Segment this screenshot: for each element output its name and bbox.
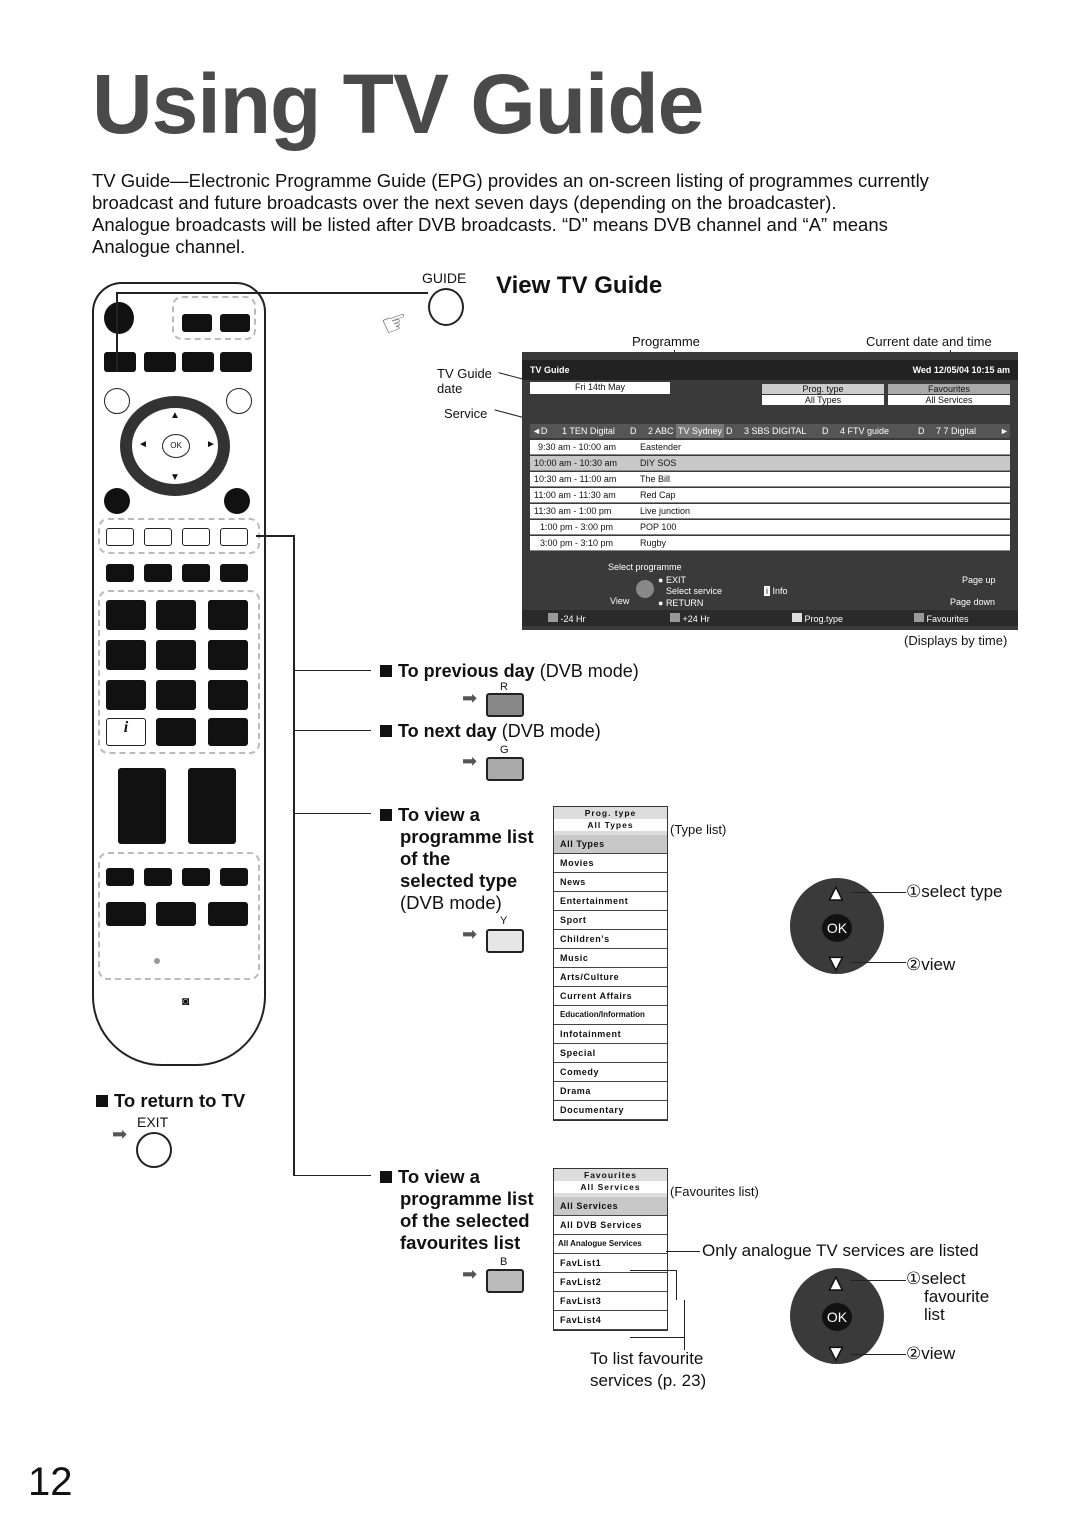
hand-pointer-icon: ☞ bbox=[377, 303, 414, 344]
dpad-down-icon[interactable]: ▼ bbox=[170, 472, 180, 483]
up-arrow-icon[interactable]: ▲ bbox=[825, 1270, 847, 1295]
programme-label: Programme bbox=[632, 334, 700, 349]
type-item[interactable]: Sport bbox=[554, 911, 667, 930]
fav-item[interactable]: FavList1 bbox=[554, 1254, 667, 1273]
type-item[interactable]: All Types bbox=[554, 835, 667, 854]
fav-item[interactable]: All Analogue Services bbox=[554, 1235, 667, 1254]
epg-date: Fri 14th May bbox=[530, 382, 670, 394]
type-list: Prog. type All Types All Types Movies News Entertainment Sport Children’s Music Arts/Culture Current Affairs Education/Information Infotainment Special Comedy Drama Documentary bbox=[553, 806, 668, 1121]
arrow-icon: ➡ bbox=[462, 688, 478, 708]
arrow-icon: ➡ bbox=[112, 1124, 128, 1144]
green-button[interactable] bbox=[144, 528, 172, 546]
type-item[interactable]: Music bbox=[554, 949, 667, 968]
yellow-button[interactable] bbox=[182, 528, 210, 546]
type-item[interactable]: Comedy bbox=[554, 1063, 667, 1082]
type-item[interactable]: News bbox=[554, 873, 667, 892]
view-tv-guide-heading: View TV Guide bbox=[496, 272, 663, 299]
exit-button[interactable] bbox=[136, 1132, 172, 1168]
arrow-icon: ➡ bbox=[462, 924, 478, 944]
epg-row[interactable]: 11:00 am - 11:30 am Red Cap bbox=[530, 488, 1010, 503]
epg-row[interactable]: 9:30 am - 10:00 am Eastender bbox=[530, 440, 1010, 455]
epg-row[interactable]: 11:30 am - 1:00 pm Live junction bbox=[530, 504, 1010, 519]
dpad-right-icon[interactable]: ► bbox=[206, 439, 216, 450]
info-hint: i Info bbox=[766, 586, 788, 596]
power-button[interactable] bbox=[104, 302, 134, 334]
green-key-button[interactable] bbox=[486, 757, 524, 781]
guide-label: GUIDE bbox=[422, 270, 467, 286]
dpad-up-icon[interactable]: ▲ bbox=[170, 410, 180, 421]
epg-row[interactable]: 3:00 pm - 3:10 pm Rugby bbox=[530, 536, 1010, 551]
select-type-label: ①select type bbox=[906, 882, 1003, 901]
fav-item[interactable]: FavList3 bbox=[554, 1292, 667, 1311]
view-fav-heading: To view a programme list of the selected favourites list bbox=[380, 1166, 534, 1254]
plus24-hint: +24 Hr bbox=[670, 613, 710, 624]
remote-control bbox=[92, 282, 266, 1066]
info-button[interactable]: i bbox=[106, 718, 146, 746]
type-list-caption: (Type list) bbox=[670, 822, 727, 837]
favourites-hint: Favourites bbox=[914, 613, 969, 624]
red-key-button[interactable] bbox=[486, 693, 524, 717]
type-item[interactable]: Entertainment bbox=[554, 892, 667, 911]
nav-circle-icon bbox=[636, 580, 654, 598]
view-label-1: ②view bbox=[906, 955, 956, 974]
epg-progtype[interactable]: All Types bbox=[762, 395, 884, 405]
epg-favourites[interactable]: All Services bbox=[888, 395, 1010, 405]
epg-row[interactable]: 10:30 am - 11:00 am The Bill bbox=[530, 472, 1010, 487]
epg-channel-row[interactable]: ◄D 1 TEN Digital D 2 ABC TV Sydney D 3 SBS DIGITAL D 4 FTV guide D 7 7 Digital ► bbox=[532, 426, 1009, 436]
type-item[interactable]: Arts/Culture bbox=[554, 968, 667, 987]
view-label-2: ②view bbox=[906, 1344, 956, 1363]
type-item[interactable]: Children’s bbox=[554, 930, 667, 949]
return-tv-heading: To return to TV bbox=[96, 1090, 245, 1112]
page-title: Using TV Guide bbox=[92, 57, 704, 151]
fav-list-caption: (Favourites list) bbox=[670, 1184, 759, 1199]
prev-day-heading: To previous day (DVB mode) bbox=[380, 660, 639, 682]
select-fav-label: ①select favourite list bbox=[906, 1269, 990, 1324]
favourites-list: Favourites All Services All Services All DVB Services All Analogue Services FavList1 FavList2 FavList3 FavList4 bbox=[553, 1168, 668, 1331]
red-button[interactable] bbox=[106, 528, 134, 546]
analogue-note: Only analogue TV services are listed bbox=[702, 1241, 979, 1260]
epg-screen: TV Guide Wed 12/05/04 10:15 am Fri 14th May Prog. type All Types Favourites All Services ◄D 1 TEN Digital D 2 ABC TV Sydney D 3 SBS DIGITAL D 4 FTV guide D 7 7 Digital ► 9:30 am - 10:00 am Eastender 10:00 am - 10:30 am DIY SOS 10:30 am - 11:00 am The Bill 11:00 am - 11:30 am Red Cap 11:30 am - 1:00 pm Live junction 1:00 pm - 3:00 pm POP 100 3:00 pm - 3:10 pm Rugby Select programme ● EXIT Select service View ● RETURN i Info Page up Page down -24 Hr +24 Hr Prog.type Favourites bbox=[522, 352, 1018, 630]
minus24-hint: -24 Hr bbox=[548, 613, 586, 624]
guide-button-large[interactable] bbox=[428, 288, 464, 326]
exit-button-top[interactable] bbox=[220, 314, 250, 332]
type-item[interactable]: Documentary bbox=[554, 1101, 667, 1120]
tvguide-date-label: TV Guide date bbox=[437, 366, 492, 396]
up-arrow-icon[interactable]: ▲ bbox=[825, 880, 847, 905]
exit-hint: ● EXIT bbox=[658, 575, 686, 585]
yellow-key-button[interactable] bbox=[486, 929, 524, 953]
guide-button[interactable] bbox=[182, 314, 212, 332]
ok-button[interactable]: OK bbox=[162, 434, 190, 458]
service-label: Service bbox=[444, 406, 488, 421]
epg-row-selected[interactable]: 10:00 am - 10:30 am DIY SOS bbox=[530, 456, 1010, 471]
ok-button-icon[interactable]: OK bbox=[822, 914, 852, 942]
view-type-heading: To view a programme list of the selected type (DVB mode) bbox=[380, 804, 534, 914]
current-date-time-label: Current date and time bbox=[866, 334, 992, 349]
type-item[interactable]: Infotainment bbox=[554, 1025, 667, 1044]
type-item[interactable]: Drama bbox=[554, 1082, 667, 1101]
page-number: 12 bbox=[28, 1460, 73, 1504]
blue-button[interactable] bbox=[220, 528, 248, 546]
fav-item[interactable]: All Services bbox=[554, 1197, 667, 1216]
ok-button-icon[interactable]: OK bbox=[822, 1303, 852, 1331]
down-arrow-icon[interactable]: ▼ bbox=[825, 1340, 847, 1365]
type-item[interactable]: Special bbox=[554, 1044, 667, 1063]
blue-key-button[interactable] bbox=[486, 1269, 524, 1293]
epg-header: TV Guide Wed 12/05/04 10:15 am bbox=[522, 360, 1018, 380]
fav-item[interactable]: FavList4 bbox=[554, 1311, 667, 1330]
type-item[interactable]: Current Affairs bbox=[554, 987, 667, 1006]
epg-row[interactable]: 1:00 pm - 3:00 pm POP 100 bbox=[530, 520, 1010, 535]
down-arrow-icon[interactable]: ▼ bbox=[825, 950, 847, 975]
arrow-icon: ➡ bbox=[462, 751, 478, 771]
next-day-heading: To next day (DVB mode) bbox=[380, 720, 601, 742]
displays-by-time: (Displays by time) bbox=[904, 633, 1008, 648]
progtype-hint: Prog.type bbox=[792, 613, 843, 624]
fav-item[interactable]: All DVB Services bbox=[554, 1216, 667, 1235]
dpad-left-icon[interactable]: ◄ bbox=[138, 439, 148, 450]
type-item[interactable]: Movies bbox=[554, 854, 667, 873]
list-fav-note: To list favourite services (p. 23) bbox=[590, 1349, 707, 1390]
fav-item[interactable]: FavList2 bbox=[554, 1273, 667, 1292]
intro-text: TV Guide—Electronic Programme Guide (EPG) provides an on-screen listing of programmes currently broadcast and future broadcasts over the next seven days (depending on the broadcaster). Analogue broadcasts will be listed after DVB broadcasts. “D” means DVB channel and “A” means Analogue channel. bbox=[92, 170, 929, 257]
logo-icon: ◙ bbox=[182, 994, 190, 1008]
arrow-icon: ➡ bbox=[462, 1264, 478, 1284]
type-item[interactable]: Education/Information bbox=[554, 1006, 667, 1025]
